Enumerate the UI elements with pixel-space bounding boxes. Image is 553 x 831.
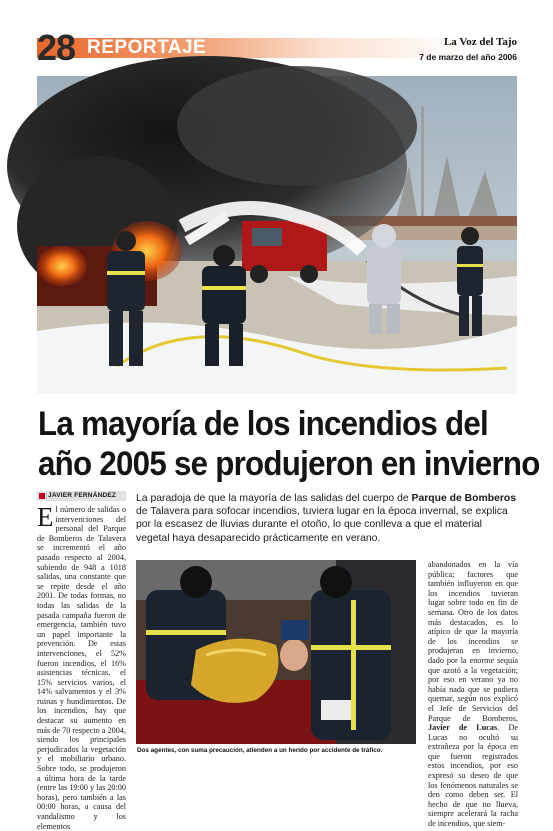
author-name: JAVIER FERNÁNDEZ — [48, 492, 117, 499]
body-column-left — [37, 502, 126, 831]
section-title: REPORTAJE — [87, 37, 207, 58]
body-right-text-2: . De Lucas no ocultó su extrañeza por la época en que fueron registrados estos incendios, por eso expresó su deseo de que los fenómenos naturales se den como deben ser. El hecho de que no llueva, siempre acelerará la racha de incendios, que siem- — [428, 723, 518, 829]
newspaper-name: La Voz del Tajo — [443, 36, 517, 48]
page-header — [37, 27, 517, 68]
body-column-right — [428, 560, 518, 829]
photo-caption: Dos agentes, con suma precaución, atienden a un herido por accidente de tráfico. — [137, 747, 383, 754]
main-photo-firefighters — [37, 76, 517, 394]
body-right-text-1: abandonados en la vía pública; factores que también influyeron en que los incendios tuvieran lugar sobre todo en fin de semana. Otro de los datos más destacados, es lo atípico de que la mayoría de los incendios se produjeran en invierno, dado por la enorme sequía que azotó a la vegetación; por eso en verano ya no había nada que se pudiera quemar, según nos explicó el Jefe de Servicios del Parque de Bomberos, — [428, 560, 518, 723]
lede-text-2: de Talavera para sofocar incendios, tuviera lugar en la época invernal, se explica por la escasez de lluvias durante el otoño, lo que conlleva a que el material vegetal haya desaparecido prácticamente en verano. — [136, 506, 508, 544]
lede-text-1: La paradoja de que la mayoría de las salidas del cuerpo de — [136, 493, 412, 504]
page-number: 28 — [37, 27, 76, 68]
lede-bold: Parque de Bomberos — [411, 493, 517, 504]
body-right-bold: Javier de Lucas — [428, 723, 498, 733]
lede-paragraph — [136, 492, 518, 545]
drop-cap: E — [37, 502, 54, 532]
author-marker — [39, 493, 45, 499]
issue-date: 7 de marzo del año 2006 — [419, 52, 517, 62]
headline-line-1: La mayoría de los incendios del — [38, 405, 489, 443]
photo-rescue-accident — [136, 560, 416, 744]
body-left-text: l número de salidas o intervenciones del personal del Parque de Bomberos de Talavera se incrementó el año pasado respecto al 2004, subiendo de 948 a 1018 salidas, una constante que se repite desde el año 2001. De todas formas, no todas las salidas de la pasada campaña fueron de emergencia, también tuvo un papel importante la prevención. De estas intervenciones, el 52% fueron incendios, el 16% asistencias técnicas, el 15% servicios varios, el 14% salvamentos y el 3% ruinas y hundimientos. De los incendios, hay que destacar su aumento en más de 70 respecto a 2004, siendo los principales perjudicados la vegetación y el mobiliario urbano. Sobre todo, se produjeron a última hora de la tarde (entre las 19:00 y las 20:00 horas), pero también a las 00:00 horas, a causa del vandalismo y los elementos — [37, 505, 126, 831]
headline — [38, 404, 540, 484]
headline-line-2: año 2005 se produjeron en invierno — [38, 445, 540, 483]
author-byline — [37, 491, 126, 501]
